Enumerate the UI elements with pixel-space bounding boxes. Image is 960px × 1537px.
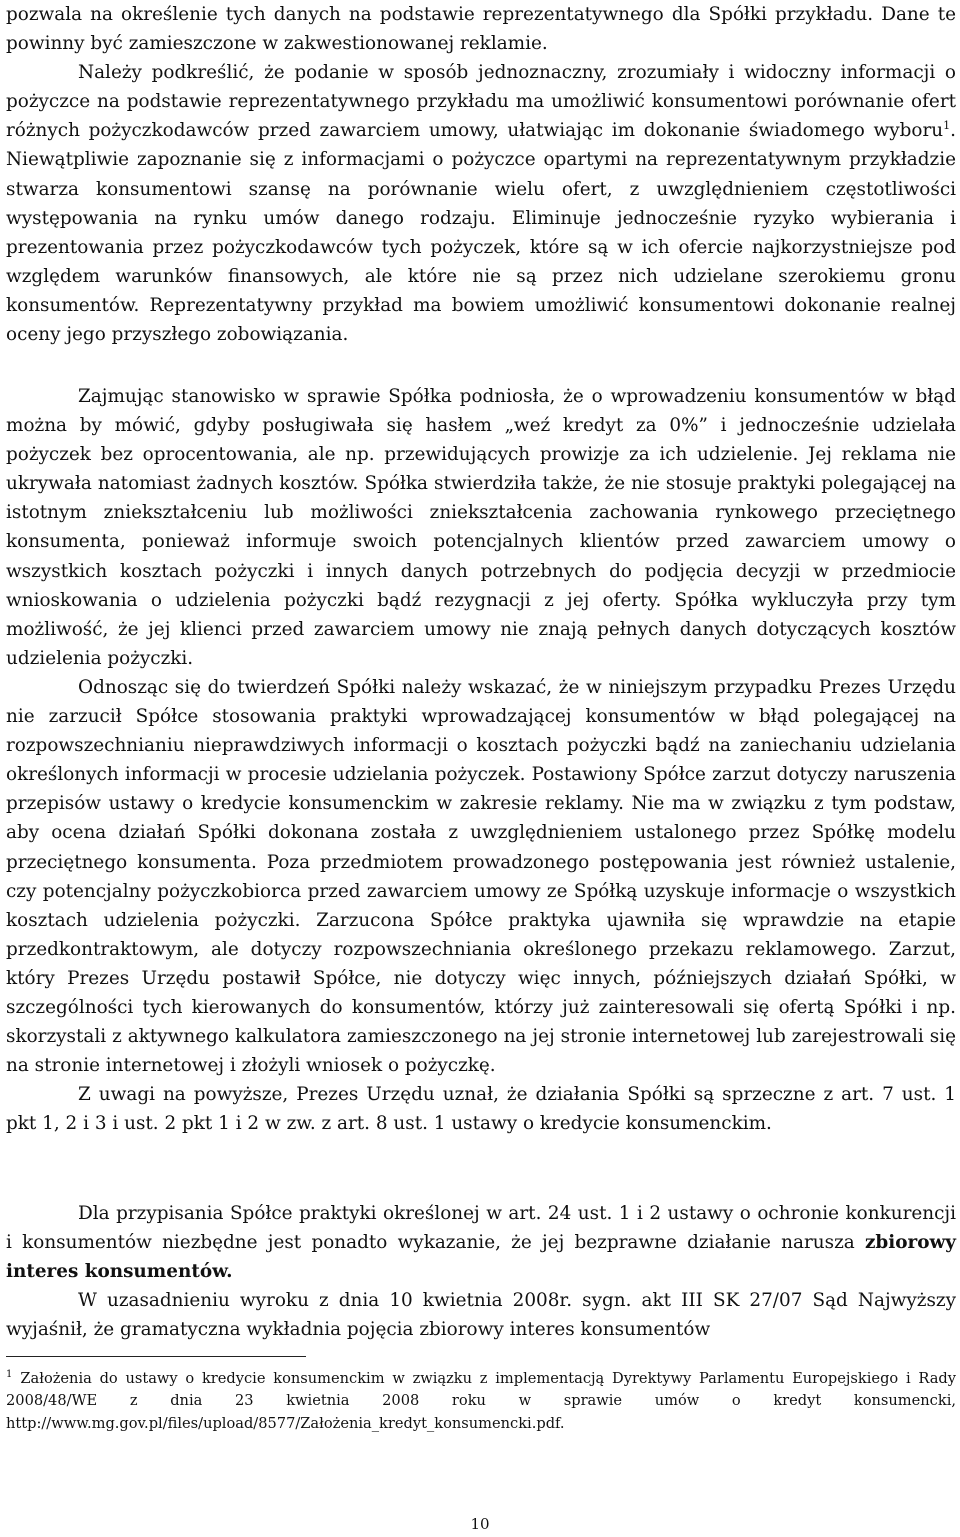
page-number: 10 xyxy=(470,1515,490,1533)
text-block-2 xyxy=(6,382,956,1138)
text-block-3 xyxy=(6,1199,956,1344)
footnote-mark: 1 xyxy=(6,1369,13,1381)
paragraph-representative-example xyxy=(6,58,956,349)
footnote xyxy=(6,1368,956,1435)
paragraph-conclusion: Z uwagi na powyższe, Prezes Urzędu uznał, że działania Spółki są sprzeczne z art. 7 ust. 1 pkt 1, 2 i 3 i ust. 2 pkt 1 i 2 w zw. z art. 8 ust. 1 ustawy o kredycie konsumenckim. xyxy=(6,1084,956,1135)
paragraph-supreme-court: W uzasadnieniu wyroku z dnia 10 kwietnia 2008r. sygn. akt III SK 27/07 Sąd Najwyższy wyjaśnił, że gramatyczna wykładnia pojęcia zbiorowy interes konsumentów xyxy=(6,1290,956,1341)
paragraph-continuation: pozwala na określenie tych danych na podstawie reprezentatywnego dla Spółki przykładu. Dane te powinny być zamieszczone w zakwestionowanej reklamie. xyxy=(6,4,956,55)
paragraph-collective-interest xyxy=(6,1199,956,1286)
paragraph-text: . Niewątpliwie zapoznanie się z informacjami o pożyczce opartymi na reprezentatywnym przykładzie stwarza konsumentowi szansę na porównanie wielu ofert, z uwzględnieniem częstotliwości występowania na rynku umów danego rodzaju. Eliminuje jednocześnie ryzyko wybierania i prezentowania przez pożyczkodawców tych pożyczek, które są w ich ofercie najkorzystniejsze pod względem warunków finansowych, ale które nie są przez nich udzielane szerokiemu gronu konsumentów. Reprezentatywny przykład ma bowiem umożliwić konsumentowi dokonanie realnej oceny jego przyszłego zobowiązania. xyxy=(6,120,956,346)
footnote-separator xyxy=(6,1356,306,1357)
text-block-1 xyxy=(6,0,956,349)
paragraph-text: Należy podkreślić, że podanie w sposób jednoznaczny, zrozumiały i widoczny informacji o pożyczce na podstawie reprezentatywnego przykładu ma umożliwić konsumentowi porównanie ofert różnych pożyczkodawców przed zawarciem umowy, ułatwiając im dokonanie świadomego wyboru xyxy=(6,62,956,142)
footnote-text: Założenia do ustawy o kredycie konsumenckim w związku z implementacją Dyrektywy Parlamentu Europejskiego i Rady 2008/48/WE z dnia 23 kwietnia 2008 roku w sprawie umów o kredyt konsumencki, http://www.mg.gov.pl/files/upload/8577/Założenia_kredyt_konsumencki.pdf. xyxy=(6,1370,956,1432)
paragraph-text: Dla przypisania Spółce praktyki określonej w art. 24 ust. 1 i 2 ustawy o ochronie konkurencji i konsumentów niezbędne jest ponadto wykazanie, że jej bezprawne działanie narusza xyxy=(6,1203,956,1254)
footnote-reference[interactable]: 1 xyxy=(943,119,951,133)
paragraph-response: Odnosząc się do twierdzeń Spółki należy wskazać, że w niniejszym przypadku Prezes Urzędu nie zarzucił Spółce stosowania praktyki wprowadzającej konsumentów w błąd polegającej na rozpowszechnianiu nieprawdziwych informacji o kosztach pożyczki bądź na zaniechaniu udzielania określonych informacji w procesie udzielania pożyczek. Postawiony Spółce zarzut dotyczy naruszenia przepisów ustawy o kredycie konsumenckim w zakresie reklamy. Nie ma w związku z tym podstaw, aby ocena działań Spółki dokonana została z uwzględnieniem ustalonego przez Spółkę modelu przeciętnego konsumenta. Poza przedmiotem prowadzonego postępowania jest również ustalenie, czy potencjalny pożyczkobiorca przed zawarciem umowy ze Spółką uzyskuje informacje o wszystkich kosztach udzielenia pożyczki. Zarzucona Spółce praktyka ujawniła się wprawdzie na etapie przedkontraktowym, ale dotyczy rozpowszechniania określonego przekazu reklamowego. Zarzut, który Prezes Urzędu postawił Spółce, nie dotyczy więc innych, późniejszych działań Spółki, w szczególności tych kierowanych do konsumentów, którzy już zainteresowali się ofertą Spółki i np. skorzystali z aktywnego kalkulatora zamieszczonego na jej stronie internetowej lub zarejestrowali się na stronie internetowej i złożyli wniosek o pożyczkę. xyxy=(6,676,956,1077)
paragraph-company-position: Zajmując stanowisko w sprawie Spółka podniosła, że o wprowadzeniu konsumentów w błąd można by mówić, gdyby posługiwała się hasłem „weź kredyt za 0%” i jednocześnie udzielała pożyczek bez oprocentowania, ale np. przewidujących prowizje za ich udzielenie. Jej reklama nie ukrywała natomiast żadnych kosztów. Spółka stwierdziła także, że nie stosuje praktyki polegającej na istotnym zniekształceniu lub możliwości zniekształcenia zachowania rynkowego przeciętnego konsumenta, ponieważ informuje swoich potencjalnych klientów przed zawarciem umowy o wszystkich kosztach pożyczki i innych danych potrzebnych do podjęcia decyzji w przedmiocie wnioskowania o udzielenia pożyczki bądź rezygnacji z jej oferty. Spółka wykluczyła przy tym możliwość, że jej klienci przed zawarciem umowy nie znają pełnych danych dotyczących kosztów udzielenia pożyczki. xyxy=(6,386,956,669)
bold-phrase: zbiorowy interes konsumentów. xyxy=(6,1232,956,1283)
